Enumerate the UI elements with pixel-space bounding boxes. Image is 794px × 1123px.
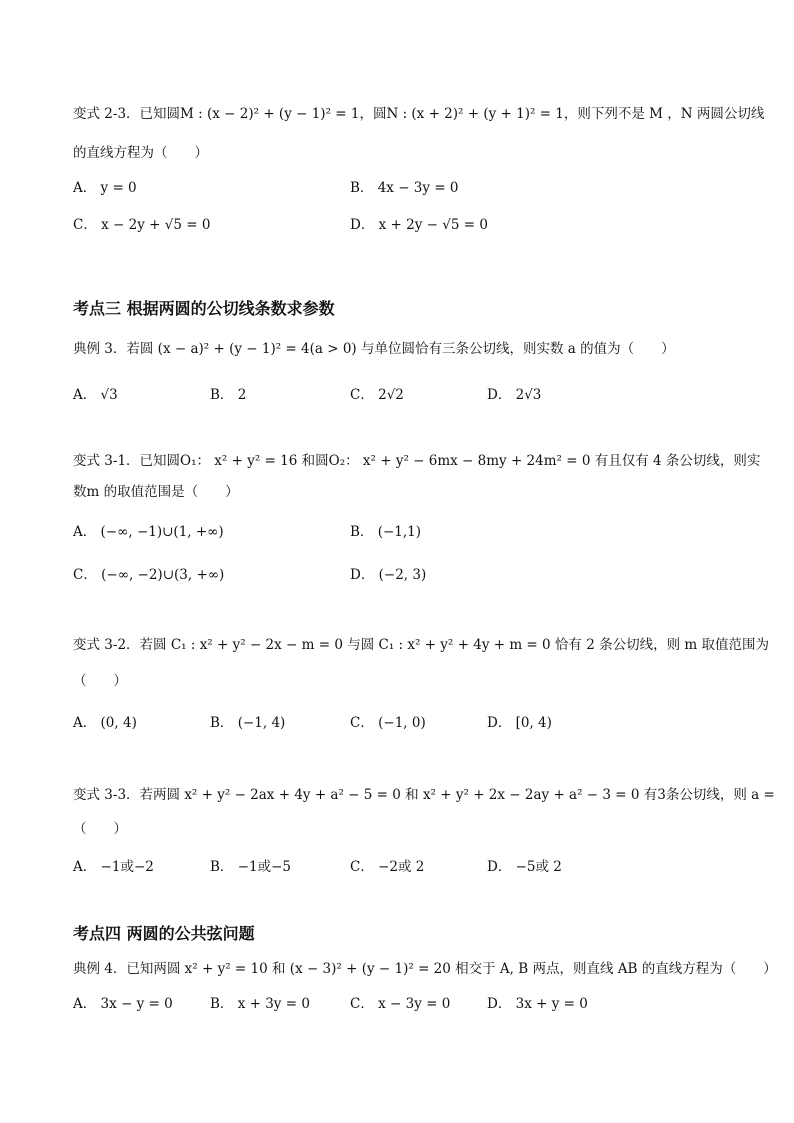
options-v3-2 [73,711,733,731]
option-c: C． −2或 2 [350,859,425,875]
options-v2-3-row1 [73,176,733,196]
question-v2-3-line2: 的直线方程为（ ） [73,145,208,161]
option-d: D． −5或 2 [487,859,562,875]
option-b: B． 2 [210,387,247,403]
question-v3-1-line1: 变式 3-1．已知圆O₁： x² + y² = 16 和圆O₂： x² + y² − 6mx − 8my + 24m² = 0 有且仅有 4 条公切线，则实 [73,453,761,469]
option-d: D． 3x + y = 0 [487,996,588,1012]
question-v3-2-line1: 变式 3-2．若圆 C₁ : x² + y² − 2x − m = 0 与圆 C₁ : x² + y² + 4y + m = 0 恰有 2 条公切线，则 m 取值范围为 [73,637,769,653]
option-a: A． 3x − y = 0 [73,996,173,1012]
option-d: D． x + 2y − √5 = 0 [350,217,488,233]
option-a: A． (0, 4) [73,715,137,731]
option-b: B． x + 3y = 0 [210,996,310,1012]
question-v3-3-line2: （ ） [73,821,127,837]
option-a: A． (−∞, −1)∪(1, +∞) [73,524,224,540]
options-v3-1-row2 [73,563,733,583]
option-a: A． −1或−2 [73,859,154,875]
option-a: A． √3 [73,387,118,403]
question-v3-3-line1: 变式 3-3．若两圆 x² + y² − 2ax + 4y + a² − 5 = 0 和 x² + y² + 2x − 2ay + a² − 3 = 0 有3条公切线，则 a = [73,787,775,803]
options-ex3 [73,383,733,403]
question-v2-3-line1: 变式 2-3．已知圆M : (x − 2)² + (y − 1)² = 1，圆N : (x + 2)² + (y + 1)² = 1，则下列不是 M ，N 两圆公切线 [73,106,765,122]
section-4-heading: 考点四 两圆的公共弦问题 [73,924,255,943]
option-a: A． y = 0 [73,180,137,196]
question-v3-1-line2: 数m 的取值范围是（ ） [73,484,239,500]
option-b: B． 4x − 3y = 0 [350,180,459,196]
options-v3-1-row1 [73,520,733,540]
option-c: C． x − 2y + √5 = 0 [73,217,211,233]
option-c: C． 2√2 [350,387,404,403]
options-v2-3-row2 [73,213,733,233]
option-d: D． [0, 4) [487,715,552,731]
option-c: C． x − 3y = 0 [350,996,451,1012]
option-c: C． (−∞, −2)∪(3, +∞) [73,567,225,583]
options-v3-3 [73,855,733,875]
option-b: B． (−1, 4) [210,715,286,731]
option-b: B． (−1,1) [350,524,422,540]
option-d: D． 2√3 [487,387,542,403]
option-c: C． (−1, 0) [350,715,426,731]
option-b: B． −1或−5 [210,859,292,875]
option-d: D． (−2, 3) [350,567,427,583]
options-ex4 [73,992,733,1012]
question-ex3-line1: 典例 3．若圆 (x − a)² + (y − 1)² = 4(a > 0) 与单位圆恰有三条公切线，则实数 a 的值为（ ） [73,341,675,357]
question-ex4-line1: 典例 4．已知两圆 x² + y² = 10 和 (x − 3)² + (y − 1)² = 20 相交于 A, B 两点，则直线 AB 的直线方程为（ ） [73,961,777,977]
question-v3-2-line2: （ ） [73,673,127,689]
section-3-heading: 考点三 根据两圆的公切线条数求参数 [73,299,335,318]
